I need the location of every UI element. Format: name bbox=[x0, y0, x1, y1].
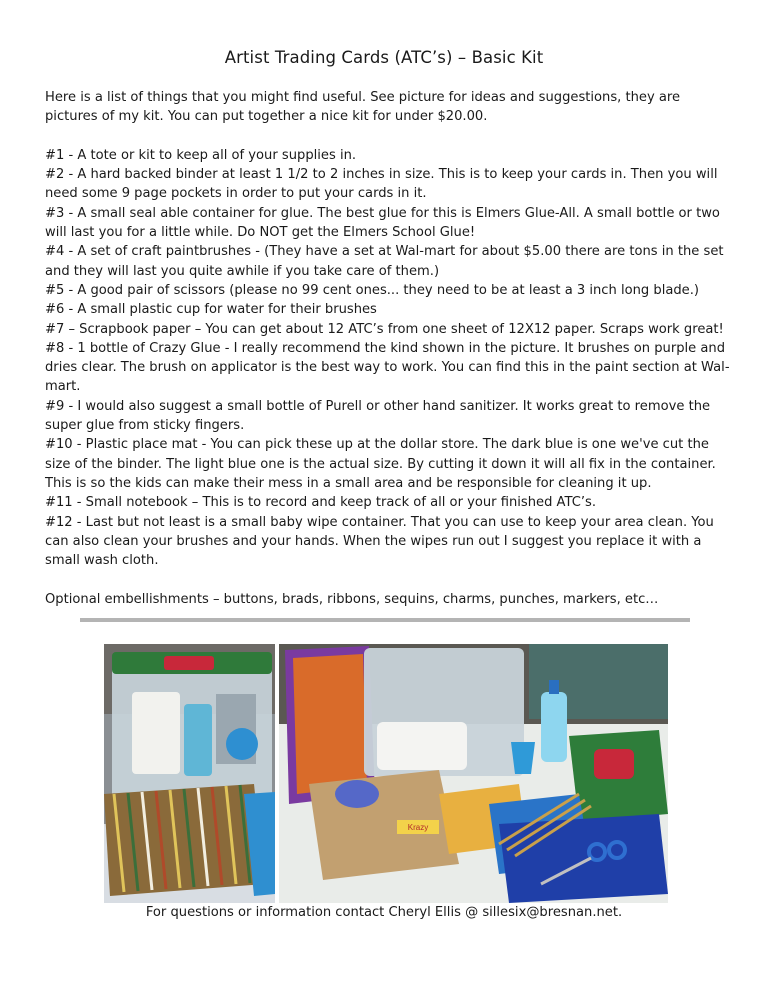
list-item-1: #1 - A tote or kit to keep all of your supplies in. bbox=[45, 147, 357, 163]
document-body bbox=[45, 88, 735, 609]
intro-paragraph: Here is a list of things that you might find useful. See picture for ideas and suggestions, they are pictures of my kit. You can put together a nice kit for under $20.00. bbox=[45, 90, 681, 125]
list-item-4: #4 - A set of craft paintbrushes - (They have a set at Wal-mart for about $5.00 there are tons in the set and they will last you quite awhile if you take care of them.) bbox=[45, 244, 724, 279]
list-item-3: #3 - A small seal able container for glue. The best glue for this is Elmers Glue-All. A small bottle or two will last you for a little while. Do NOT get the Elmers School Glue! bbox=[45, 205, 720, 241]
glue-label-text: Krazy bbox=[407, 823, 429, 832]
list-item-12: #12 - Last but not least is a small baby wipe container. That you can use to keep your area clean. You can also clean your brushes and your hands. When the wipes run out I suggest you replace it with a small wash cloth. bbox=[45, 514, 714, 569]
contact-footer: For questions or information contact Cheryl Ellis @ sillesix@bresnan.net. bbox=[145, 905, 623, 920]
list-item-5: #5 - A good pair of scissors (please no 99 cent ones... they need to be at least a 3 inch long blade.) bbox=[45, 282, 699, 298]
page-title: Artist Trading Cards (ATC’s) – Basic Kit bbox=[224, 48, 544, 67]
list-item-7: #7 – Scrapbook paper – You can get about 12 ATC’s from one sheet of 12X12 paper. Scraps work great! bbox=[45, 321, 724, 337]
list-item-9: #9 - I would also suggest a small bottle of Purell or other hand sanitizer. It works great to remove the super glue from sticky fingers. bbox=[45, 398, 711, 434]
optional-embellishments: Optional embellishments – buttons, brads, ribbons, sequins, charms, punches, markers, etc… bbox=[45, 591, 659, 607]
list-item-8: #8 - 1 bottle of Crazy Glue - I really recommend the kind shown in the picture. It brushes on purple and dries clear. The brush on applicator is the best way to work. You can find this in the paint section at Wal-mart. bbox=[45, 340, 730, 395]
list-item-10: #10 - Plastic place mat - You can pick these up at the dollar store. The dark blue is one we've cut the size of the binder. The light blue one is the actual size. By cutting it down it will all fix in the container. This is so the kids can make their mess in a small area and be responsible for cleaning it up. bbox=[45, 437, 716, 491]
list-item-2: #2 - A hard backed binder at least 1 1/2 to 2 inches in size. This is to keep your cards in. Then you will need some 9 page pockets in order to put your cards in it. bbox=[45, 167, 718, 202]
list-item-6: #6 - A small plastic cup for water for their brushes bbox=[45, 302, 377, 318]
horizontal-divider bbox=[80, 618, 690, 622]
kit-tote-illustration bbox=[104, 644, 275, 903]
list-item-11: #11 - Small notebook – This is to record and keep track of all or your finished ATC’s. bbox=[45, 495, 597, 511]
kit-supplies-illustration bbox=[279, 644, 668, 903]
kit-photo-tote bbox=[104, 644, 275, 903]
kit-photo-supplies bbox=[279, 644, 668, 903]
